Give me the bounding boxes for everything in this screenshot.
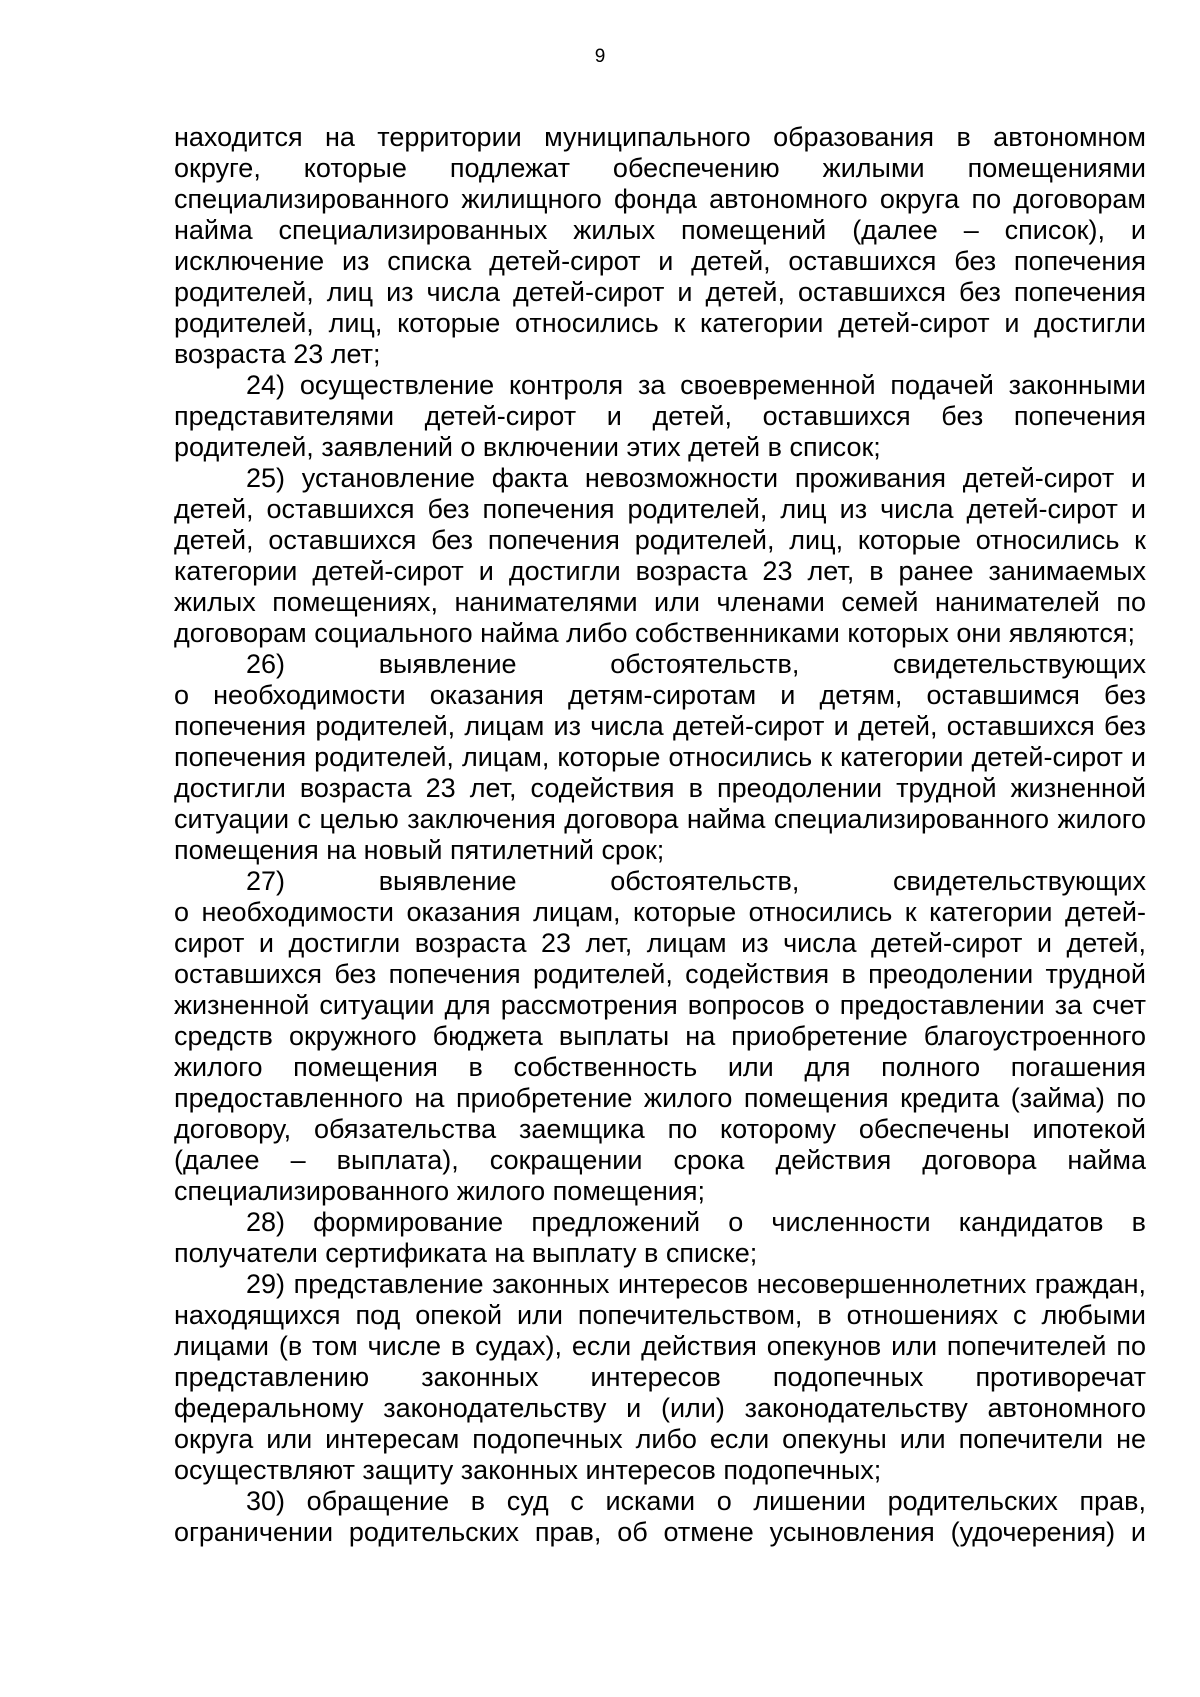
paragraph-item-25: 25) установление факта невозможности проживания детей-сирот и детей, оставшихся без попечения родителей, лиц из числа детей-сирот и детей, оставшихся без попечения родителей, лиц, которые относились к категории детей-сирот и достигли возраста 23 лет, в ранее занимаемых жилых помещениях, нанимателями или членами семей нанимателей по договорам социального найма либо собственниками которых они являются;: [174, 463, 1146, 648]
paragraph-item-26-body: о необходимости оказания детям-сиротам и детям, оставшимся без попечения родителей, лицам из числа детей-сирот и детей, оставшихся без попечения родителей, лицам, которые относились к категории детей-сирот и достигли возраста 23 лет, содействия в преодолении трудной жизненной ситуации с целью заключения договора найма специализированного жилого помещения на новый пятилетний срок;: [174, 680, 1146, 865]
document-body: [174, 122, 1146, 1548]
paragraph-item-27: [174, 866, 1146, 1207]
paragraph-item-27-first-line: 27) выявление обстоятельств, свидетельствующих: [246, 866, 1146, 896]
paragraph-item-24: 24) осуществление контроля за своевременной подачей законными представителями детей-сирот и детей, оставшихся без попечения родителей, заявлений о включении этих детей в список;: [174, 370, 1146, 462]
paragraph-item-27-body: о необходимости оказания лицам, которые относились к категории детей-сирот и достигли возраста 23 лет, лицам из числа детей-сирот и детей, оставшихся без попечения родителей, содействия в преодолении трудной жизненной ситуации для рассмотрения вопросов о предоставлении за счет средств окружного бюджета выплаты на приобретение благоустроенного жилого помещения в собственность или для полного погашения предоставленного на приобретение жилого помещения кредита (займа) по договору, обязательства заемщика по которому обеспечены ипотекой (далее – выплата), сокращении срока действия договора найма специализированного жилого помещения;: [174, 897, 1146, 1206]
paragraph-item-30: 30) обращение в суд с исками о лишении родительских прав, ограничении родительских прав, об отмене усыновления (удочерения) и: [174, 1486, 1146, 1547]
page-number: 9: [594, 46, 606, 67]
paragraph-continuation: находится на территории муниципального образования в автономном округе, которые подлежат обеспечению жилыми помещениями специализированного жилищного фонда автономного округа по договорам найма специализированных жилых помещений (далее – список), и исключение из списка детей-сирот и детей, оставшихся без попечения родителей, лиц из числа детей-сирот и детей, оставшихся без попечения родителей, лиц, которые относились к категории детей-сирот и достигли возраста 23 лет;: [174, 122, 1146, 369]
paragraph-item-28: 28) формирование предложений о численности кандидатов в получатели сертификата на выплату в списке;: [174, 1207, 1146, 1268]
paragraph-item-26: [174, 649, 1146, 866]
paragraph-item-26-first-line: 26) выявление обстоятельств, свидетельствующих: [246, 649, 1146, 679]
paragraph-item-29: 29) представление законных интересов несовершеннолетних граждан, находящихся под опекой или попечительством, в отношениях с любыми лицами (в том числе в судах), если действия опекунов или попечителей по представлению законных интересов подопечных противоречат федеральному законодательству и (или) законодательству автономного округа или интересам подопечных либо если опекуны или попечители не осуществляют защиту законных интересов подопечных;: [174, 1269, 1146, 1485]
